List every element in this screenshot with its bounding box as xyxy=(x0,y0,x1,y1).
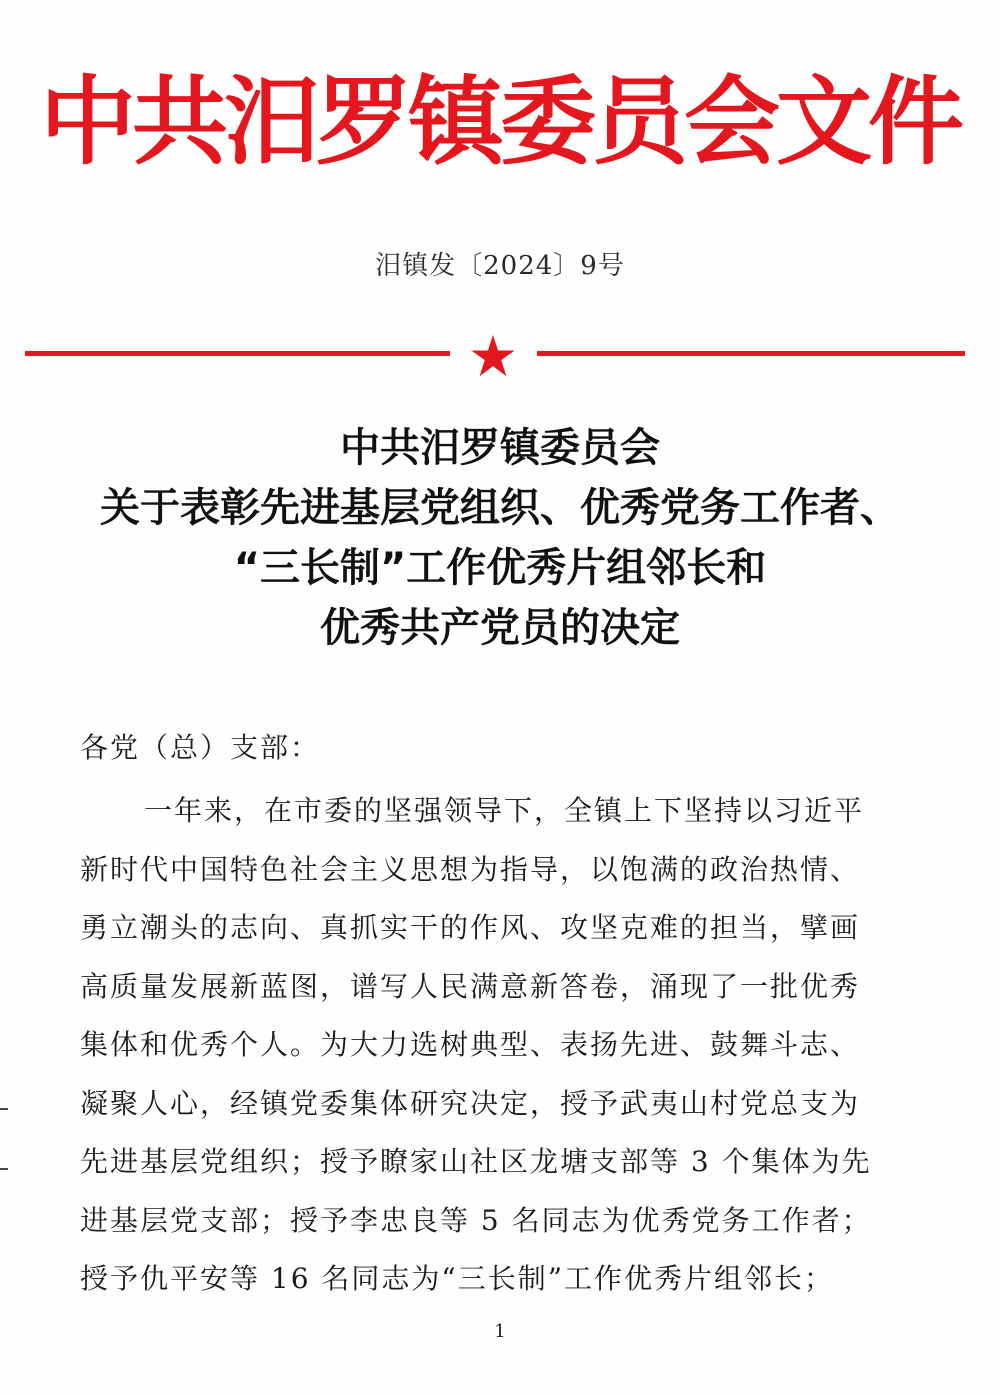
body-line: 勇立潮头的志向、真抓实干的作风、攻坚克难的担当，擘画 xyxy=(80,911,861,944)
body-text xyxy=(80,782,912,1309)
title-line: “三长制”工作优秀片组邻长和 xyxy=(233,545,767,591)
body-line: 先进基层党组织；授予瞭家山社区龙塘支部等 3 个集体为先 xyxy=(80,1145,872,1178)
red-rule-left xyxy=(25,351,450,356)
title-line: 关于表彰先进基层党组织、优秀党务工作者、 xyxy=(100,485,900,531)
body-line: 授予仇平安等 16 名同志为“三长制”工作优秀片组邻长； xyxy=(80,1262,835,1295)
body-line: 集体和优秀个人。为大力选树典型、表扬先进、鼓舞斗志、 xyxy=(80,1028,861,1061)
salutation: 各党（总）支部： xyxy=(80,731,321,764)
masthead-title: 中共汨罗镇委员会文件 xyxy=(40,66,960,178)
page-number: 1 xyxy=(494,1321,506,1342)
scan-edge-mark xyxy=(0,1108,8,1110)
title-line: 中共汨罗镇委员会 xyxy=(340,425,660,471)
document-title xyxy=(0,418,1000,658)
red-rule-right xyxy=(537,351,965,356)
red-star-icon xyxy=(470,333,516,379)
body-line: 一年来，在市委的坚强领导下，全镇上下坚持以习近平 xyxy=(144,794,865,827)
body-line: 高质量发展新蓝图，谱写人民满意新答卷，涌现了一批优秀 xyxy=(80,969,861,1003)
body-line: 凝聚人心，经镇党委集体研究决定，授予武夷山村党总支为 xyxy=(80,1086,861,1120)
body-line: 新时代中国特色社会主义思想为指导，以饱满的政治热情、 xyxy=(80,852,861,886)
document-number: 汨镇发〔2024〕9号 xyxy=(375,251,625,281)
title-line: 优秀共产党员的决定 xyxy=(320,605,680,651)
scan-edge-mark xyxy=(0,1168,8,1170)
body-line: 进基层党支部；授予李忠良等 5 名同志为优秀党务工作者； xyxy=(80,1203,872,1237)
